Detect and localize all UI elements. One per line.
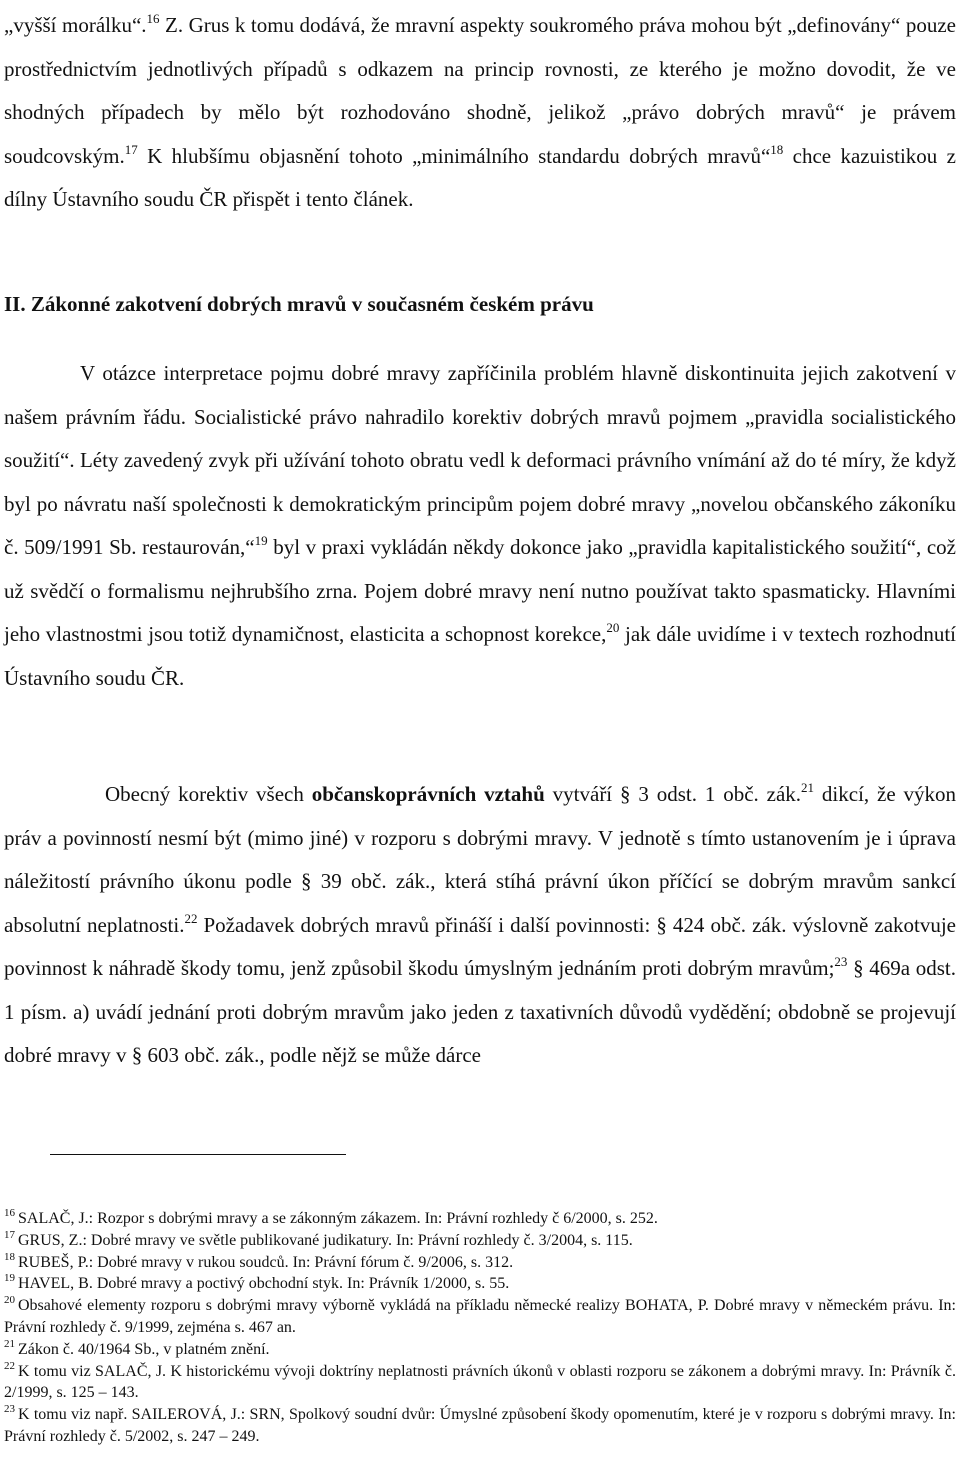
footnote-16	[4, 1208, 956, 1230]
footnote-17	[4, 1230, 956, 1252]
footnote-text: GRUS, Z.: Dobré mravy ve světle publikované judikatury. In: Právní rozhledy č. 3/2004, s. 115.	[18, 1231, 633, 1249]
footnote-ref-23[interactable]: 23	[834, 954, 848, 969]
footnote-text: Zákon č. 40/1964 Sb., v platném znění.	[18, 1340, 270, 1358]
footnote-text: HAVEL, B. Dobré mravy a poctivý obchodní styk. In: Právník 1/2000, s. 55.	[18, 1275, 510, 1293]
footnote-ref-17[interactable]: 17	[124, 141, 138, 157]
footnote-18	[4, 1252, 956, 1274]
text-segment: jak dále uvidíme i v textech rozhodnutí Ústavního soudu ČR.	[4, 622, 957, 690]
footnote-ref-18[interactable]: 18	[770, 141, 784, 157]
footnote-ref-20[interactable]: 20	[606, 620, 620, 635]
text-segment: dikcí, že výkon práv a povinností nesmí být (mimo jiné) v rozporu s dobrými mravy. V jednotě s tímto ustanovením je i úprava náležitostí právního úkonu podle § 39 obč. zák., která stíhá právní úkon příčící se dobrým mravům sankcí absolutní neplatnosti.	[4, 782, 957, 937]
footnote-21	[4, 1339, 956, 1361]
footnote-ref-19[interactable]: 19	[254, 533, 268, 548]
bold-term: občanskoprávních vztahů	[311, 782, 545, 806]
footnote-number: 16	[4, 1207, 15, 1219]
footnote-number: 21	[4, 1337, 15, 1350]
footnote-number: 22	[4, 1359, 15, 1372]
footnote-text: K tomu viz SALAČ, J. K historickému vývoji doktríny neplatnosti právních úkonů v oblasti rozporu se zákonem a dobrými mravy. In: Právník č. 2/1999, s. 125 – 143.	[4, 1362, 956, 1402]
paragraph-corrective	[4, 773, 956, 1078]
text-segment: Požadavek dobrých mravů přináší i další povinnosti: § 424 obč. zák. výslovně zakotvuje povinnost k náhradě škody tomu, jenž způsobil škodu úmyslným jednáním proti dobrým mravům;	[4, 912, 956, 980]
footnote-text: K tomu viz např. SAILEROVÁ, J.: SRN, Spolkový soudní dvůr: Úmyslné způsobení škody opomenutím, které je v rozporu s dobrými mravy. In: Právní rozhledy č. 5/2002, s. 247 – 249.	[4, 1406, 956, 1445]
section-heading: II. Zákonné zakotvení dobrých mravů v současném českém právu	[4, 292, 594, 316]
footnote-separator	[50, 1154, 346, 1155]
footnote-ref-21[interactable]: 21	[801, 780, 815, 795]
footnote-number: 17	[4, 1228, 15, 1241]
footnote-22	[4, 1361, 956, 1405]
footnote-text: RUBEŠ, P.: Dobré mravy v rukou soudců. In: Právní fórum č. 9/2006, s. 312.	[18, 1253, 514, 1271]
text-segment: Z. Grus k tomu dodává, že mravní aspekty soukromého práva mohou být „definovány“ pouze prostřednictvím jednotlivých případů s odkazem na princip rovnosti, ze kterého je možno dovodit, že ve shodných případech by mělo být rozhodováno shodně, jelikož „právo dobrých mravů“ je právem soudcovským.	[4, 13, 956, 168]
text-segment: § 469a odst. 1 písm. a) uvádí jednání proti dobrým mravům jako jeden z taxativních důvodů vydědění; obdobně se projevují dobré mravy v § 603 obč. zák., podle nějž se může dárce	[4, 956, 957, 1067]
paragraph-interpretation	[4, 352, 956, 700]
text-segment: V otázce interpretace pojmu dobré mravy zapříčinila problém hlavně diskontinuita jejich zakotvení v našem právním řádu. Socialistické právo nahradilo korektiv dobrých mravů pojmem „pravidla socialistického soužití“. Léty zavedený zvyk při užívání tohoto obratu vedl k deformaci právního vnímání až do té míry, že když byl po návratu naší společnosti k demokratickým principům pojem dobré mravy „novelou občanského zákoníku č. 509/1991 Sb. restaurován,“	[4, 361, 956, 559]
text-segment: byl v praxi vykládán někdy dokonce jako „pravidla kapitalistického soužití“, což už svědčí o formalismu nejhrubšího zrna. Pojem dobré mravy není nutno používat takto spasmaticky. Hlavními jeho vlastnostmi jsou totiž dynamičnost, elasticita a schopnost korekce,	[4, 535, 956, 646]
text-segment: vytváří § 3 odst. 1 obč. zák.	[544, 782, 802, 806]
footnote-ref-16[interactable]: 16	[146, 11, 160, 26]
footnote-text: SALAČ, J.: Rozpor s dobrými mravy a se zákonným zákazem. In: Právní rozhledy č 6/2000, s. 252.	[18, 1210, 658, 1227]
paragraph-intro	[4, 4, 956, 222]
footnote-number: 23	[4, 1403, 15, 1416]
footnote-23	[4, 1404, 956, 1448]
footnote-ref-22[interactable]: 22	[184, 910, 198, 926]
text-segment: chce kazuistikou z dílny Ústavního soudu ČR přispět i tento článek.	[4, 143, 956, 211]
text-segment: K hlubšímu objasnění tohoto „minimálního standardu dobrých mravů“	[137, 143, 771, 168]
text-segment: „vyšší morálku“.	[4, 13, 147, 37]
footnotes-list	[4, 1208, 956, 1448]
footnote-number: 18	[4, 1250, 15, 1263]
footnote-number: 20	[4, 1294, 15, 1307]
footnote-text: Obsahové elementy rozporu s dobrými mravy výborně vykládá na příkladu německé realizy BOHATA, P. Dobré mravy v německém právu. In: Právní rozhledy č. 9/1999, zejména s. 467 an.	[4, 1297, 956, 1336]
text-segment: Obecný korektiv všech	[105, 782, 312, 806]
footnote-19	[4, 1273, 956, 1295]
footnote-number: 19	[4, 1272, 15, 1285]
footnote-20	[4, 1295, 956, 1339]
